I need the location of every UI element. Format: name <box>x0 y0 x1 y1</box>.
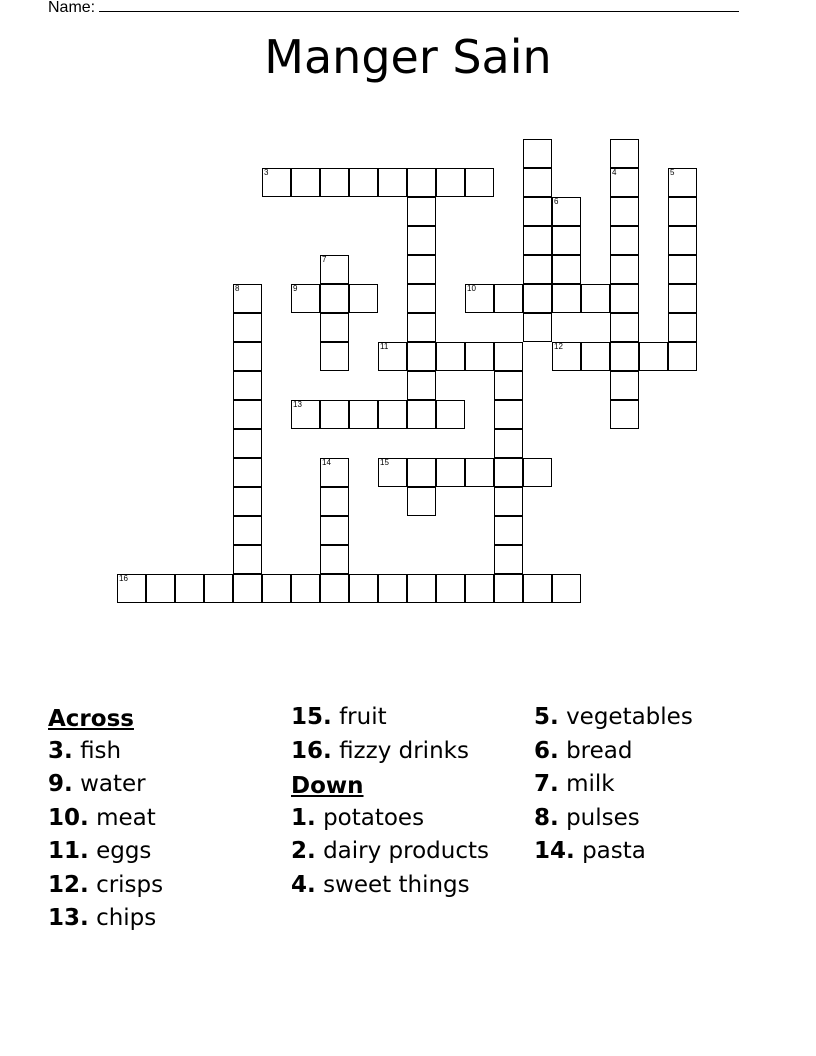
clue-item <box>48 770 288 798</box>
grid-cell[interactable] <box>291 168 320 197</box>
grid-cell[interactable] <box>233 400 262 429</box>
grid-cell[interactable] <box>610 255 639 284</box>
grid-cell[interactable] <box>378 458 407 487</box>
grid-cell[interactable] <box>320 168 349 197</box>
grid-cell[interactable] <box>494 429 523 458</box>
clue-item <box>534 770 774 798</box>
clue-item-text: fruit <box>339 704 387 730</box>
grid-cell[interactable] <box>233 458 262 487</box>
clue-item-number: 14. <box>534 838 575 864</box>
grid-cell[interactable] <box>523 226 552 255</box>
grid-cell[interactable] <box>233 487 262 516</box>
grid-cell[interactable] <box>668 168 697 197</box>
clue-item-text: milk <box>566 771 615 797</box>
clues-column-2 <box>291 703 511 904</box>
grid-cell[interactable] <box>407 168 436 197</box>
grid-cell[interactable] <box>610 226 639 255</box>
grid-cell[interactable] <box>320 342 349 371</box>
clue-item-number: 11. <box>48 838 89 864</box>
grid-cell[interactable] <box>523 284 552 313</box>
grid-cell[interactable] <box>523 197 552 226</box>
grid-cell[interactable] <box>320 400 349 429</box>
grid-cell[interactable] <box>407 284 436 313</box>
clue-item-text: fish <box>80 737 122 764</box>
clues-column-1 <box>48 703 288 938</box>
clue-item <box>291 703 511 731</box>
grid-cell[interactable] <box>407 197 436 226</box>
grid-cell[interactable] <box>349 284 378 313</box>
grid-cell[interactable] <box>465 284 494 313</box>
grid-cell[interactable] <box>146 574 175 603</box>
grid-cell[interactable] <box>407 342 436 371</box>
grid-cell[interactable] <box>523 458 552 487</box>
grid-cell[interactable] <box>465 458 494 487</box>
grid-cell[interactable] <box>494 342 523 371</box>
across-heading: Across <box>48 706 134 732</box>
grid-cell[interactable] <box>407 371 436 400</box>
grid-cell[interactable] <box>407 458 436 487</box>
grid-cell[interactable] <box>233 429 262 458</box>
clue-number: 13 <box>293 400 302 409</box>
grid-cell[interactable] <box>407 313 436 342</box>
grid-cell[interactable] <box>523 168 552 197</box>
clues-column-3 <box>534 703 774 871</box>
clue-item <box>48 804 288 832</box>
grid-cell[interactable] <box>610 342 639 371</box>
grid-cell[interactable] <box>407 226 436 255</box>
grid-cell[interactable] <box>668 197 697 226</box>
clue-item-number: 7. <box>534 771 559 797</box>
grid-cell[interactable] <box>349 574 378 603</box>
grid-cell[interactable] <box>378 400 407 429</box>
grid-cell[interactable] <box>494 284 523 313</box>
grid-cell[interactable] <box>494 400 523 429</box>
grid-cell[interactable] <box>494 574 523 603</box>
grid-cell[interactable] <box>233 574 262 603</box>
grid-cell[interactable] <box>291 284 320 313</box>
grid-cell[interactable] <box>233 313 262 342</box>
grid-cell[interactable] <box>523 255 552 284</box>
grid-cell[interactable] <box>407 400 436 429</box>
grid-cell[interactable] <box>494 516 523 545</box>
clue-number: 8 <box>235 284 240 293</box>
clue-item-text: water <box>80 771 146 797</box>
grid-cell[interactable] <box>668 255 697 284</box>
grid-cell[interactable] <box>668 226 697 255</box>
clue-item <box>291 737 511 765</box>
clue-number: 9 <box>293 284 298 293</box>
grid-cell[interactable] <box>552 226 581 255</box>
clue-item-number: 16. <box>291 737 332 764</box>
grid-cell[interactable] <box>639 342 668 371</box>
grid-cell[interactable] <box>320 487 349 516</box>
clue-item-number: 9. <box>48 771 73 797</box>
clue-item <box>534 804 774 832</box>
clue-item-text: chips <box>96 905 157 931</box>
clue-item <box>48 737 288 765</box>
clue-item-number: 2. <box>291 838 316 864</box>
clue-item <box>534 703 774 731</box>
grid-cell[interactable] <box>610 313 639 342</box>
grid-cell[interactable] <box>668 284 697 313</box>
grid-cell[interactable] <box>552 255 581 284</box>
grid-cell[interactable] <box>320 516 349 545</box>
clue-item <box>48 904 288 932</box>
grid-cell[interactable] <box>668 342 697 371</box>
clue-item-number: 8. <box>534 804 559 831</box>
clue-item-number: 13. <box>48 905 89 931</box>
grid-cell[interactable] <box>494 371 523 400</box>
clue-item-text: vegetables <box>566 704 693 730</box>
clue-item-number: 12. <box>48 871 89 898</box>
clue-item-text: eggs <box>96 838 152 864</box>
grid-cell[interactable] <box>581 284 610 313</box>
grid-cell[interactable] <box>436 400 465 429</box>
clue-item <box>291 804 511 832</box>
clue-number: 7 <box>322 255 327 264</box>
grid-cell[interactable] <box>523 313 552 342</box>
grid-cell[interactable] <box>581 342 610 371</box>
clue-number: 6 <box>554 197 559 206</box>
grid-cell[interactable] <box>610 197 639 226</box>
clue-item <box>534 737 774 765</box>
clue-item-number: 4. <box>291 871 316 898</box>
clue-item <box>48 871 288 899</box>
grid-cell[interactable] <box>610 168 639 197</box>
grid-cell[interactable] <box>436 168 465 197</box>
grid-cell[interactable] <box>610 371 639 400</box>
grid-cell[interactable] <box>291 400 320 429</box>
name-label: Name: <box>48 0 96 16</box>
clue-item-number: 15. <box>291 704 332 730</box>
grid-cell[interactable] <box>494 487 523 516</box>
clue-item-text: crisps <box>96 871 164 898</box>
grid-cell[interactable] <box>204 574 233 603</box>
grid-cell[interactable] <box>175 574 204 603</box>
clue-number: 14 <box>322 458 331 467</box>
clue-number: 5 <box>670 168 675 177</box>
grid-cell[interactable] <box>291 574 320 603</box>
grid-cell[interactable] <box>233 516 262 545</box>
clue-number: 11 <box>380 342 389 351</box>
grid-cell[interactable] <box>494 458 523 487</box>
grid-cell[interactable] <box>320 545 349 574</box>
page-title: Manger Sain <box>264 30 552 84</box>
clue-number: 10 <box>467 284 476 293</box>
grid-cell[interactable] <box>320 255 349 284</box>
clue-number: 3 <box>264 168 269 177</box>
grid-cell[interactable] <box>320 284 349 313</box>
clue-item-number: 5. <box>534 704 559 730</box>
grid-cell[interactable] <box>552 197 581 226</box>
grid-cell[interactable] <box>465 342 494 371</box>
clue-number: 15 <box>380 458 389 467</box>
grid-cell[interactable] <box>407 255 436 284</box>
clue-item <box>48 837 288 865</box>
clue-number: 12 <box>554 342 563 351</box>
clue-item-text: pasta <box>582 838 646 864</box>
grid-cell[interactable] <box>523 139 552 168</box>
clue-item <box>291 871 511 899</box>
grid-cell[interactable] <box>436 574 465 603</box>
clue-item-number: 3. <box>48 737 73 764</box>
clue-item-number: 1. <box>291 804 316 831</box>
grid-cell[interactable] <box>378 342 407 371</box>
clue-number: 16 <box>119 574 128 583</box>
grid-cell[interactable] <box>320 313 349 342</box>
clue-number: 4 <box>612 168 617 177</box>
grid-cell[interactable] <box>117 574 146 603</box>
grid-cell[interactable] <box>407 574 436 603</box>
grid-cell[interactable] <box>407 487 436 516</box>
clue-item-text: pulses <box>566 804 640 831</box>
grid-cell[interactable] <box>320 458 349 487</box>
grid-cell[interactable] <box>494 545 523 574</box>
grid-cell[interactable] <box>378 574 407 603</box>
grid-cell[interactable] <box>610 284 639 313</box>
clue-item <box>291 837 511 865</box>
grid-cell[interactable] <box>552 342 581 371</box>
grid-cell[interactable] <box>552 284 581 313</box>
clue-item-number: 10. <box>48 804 89 831</box>
clue-item-text: sweet things <box>323 871 470 898</box>
clue-item-text: fizzy drinks <box>339 737 469 764</box>
grid-cell[interactable] <box>233 284 262 313</box>
grid-cell[interactable] <box>233 371 262 400</box>
grid-cell[interactable] <box>349 400 378 429</box>
grid-cell[interactable] <box>436 342 465 371</box>
grid-cell[interactable] <box>436 458 465 487</box>
grid-cell[interactable] <box>320 574 349 603</box>
grid-cell[interactable] <box>552 574 581 603</box>
clue-item-text: dairy products <box>323 838 489 864</box>
grid-cell[interactable] <box>465 574 494 603</box>
grid-cell[interactable] <box>233 342 262 371</box>
grid-cell[interactable] <box>349 168 378 197</box>
grid-cell[interactable] <box>610 139 639 168</box>
clue-item-number: 6. <box>534 737 559 764</box>
grid-cell[interactable] <box>378 168 407 197</box>
grid-cell[interactable] <box>610 400 639 429</box>
grid-cell[interactable] <box>523 574 552 603</box>
grid-cell[interactable] <box>262 574 291 603</box>
grid-cell[interactable] <box>233 545 262 574</box>
clue-item-text: potatoes <box>323 804 425 831</box>
clue-item-text: meat <box>96 804 156 831</box>
clue-item <box>534 837 774 865</box>
clue-item-text: bread <box>566 737 633 764</box>
down-heading: Down <box>291 773 364 799</box>
grid-cell[interactable] <box>668 313 697 342</box>
grid-cell[interactable] <box>262 168 291 197</box>
grid-cell[interactable] <box>465 168 494 197</box>
